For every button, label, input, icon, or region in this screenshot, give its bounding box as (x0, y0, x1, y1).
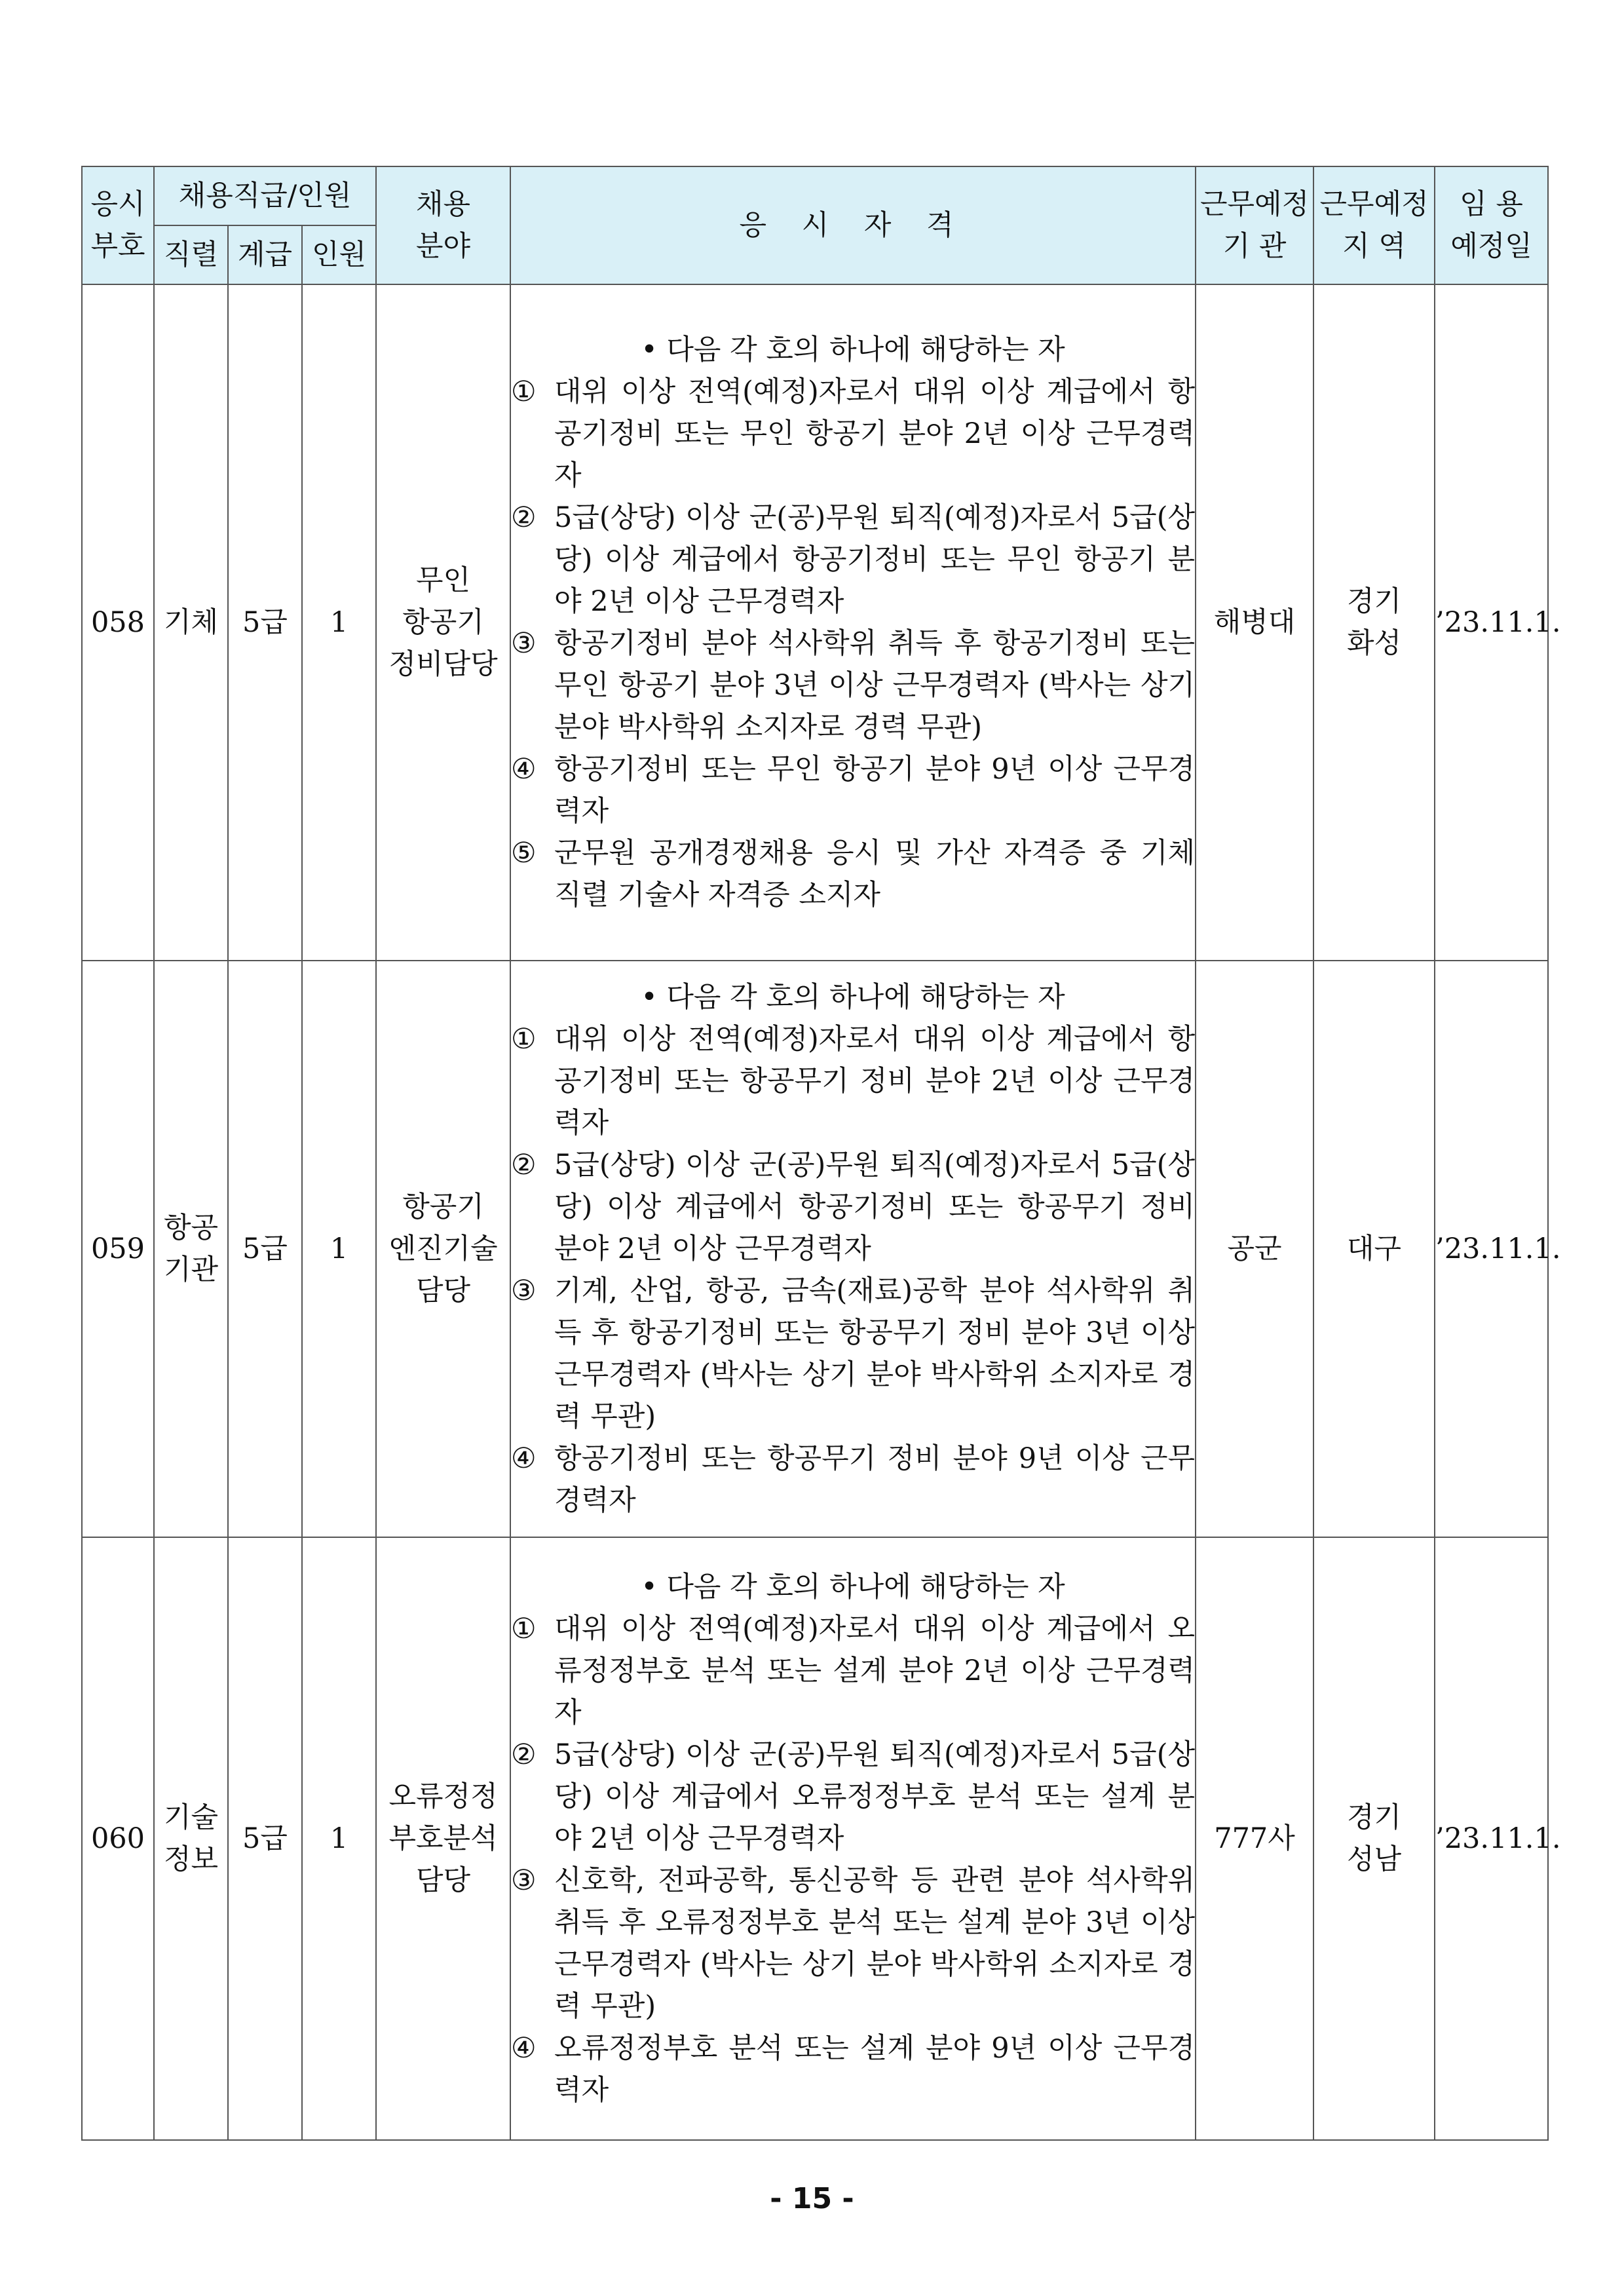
header-grade: 계급 (228, 225, 302, 284)
row-agency: 공군 (1196, 961, 1313, 1537)
item-number: ③ (511, 1864, 537, 1897)
item-number: ④ (511, 1442, 537, 1475)
qualification-item (511, 1270, 1195, 1438)
row-grade: 5급 (228, 284, 302, 961)
row-count: 1 (302, 284, 376, 961)
item-text: 항공기정비 또는 무인 항공기 분야 9년 이상 근무경력자 (554, 753, 1196, 828)
header-date: 임 용 예정일 (1435, 166, 1548, 284)
qualification-intro: • 다음 각 호의 하나에 해당하는 자 (641, 981, 1065, 1014)
row-field: 무인 항공기 정비담당 (376, 284, 510, 961)
item-text: 5급(상당) 이상 군(공)무원 퇴직(예정)자로서 5급(상당) 이상 계급에서 오류정정부호 분석 또는 설계 분야 2년 이상 근무경력자 (554, 1738, 1196, 1855)
qualification-item (511, 371, 1195, 497)
item-number: ④ (511, 753, 537, 786)
table-body (82, 284, 1561, 2140)
table-row (82, 284, 1548, 961)
item-text: 5급(상당) 이상 군(공)무원 퇴직(예정)자로서 5급(상당) 이상 계급에서 항공기정비 또는 항공무기 정비 분야 2년 이상 근무경력자 (554, 1149, 1196, 1265)
row-qualification (510, 1537, 1196, 2140)
qualification-item (511, 1734, 1195, 1860)
item-number: ④ (511, 2032, 537, 2065)
item-text: 항공기정비 분야 석사학위 취득 후 항공기정비 또는 무인 항공기 분야 3년 이상 근무경력자 (박사는 상기 분야 박사학위 소지자로 경력 무관) (554, 627, 1196, 744)
qualification-item (511, 1608, 1195, 1734)
row-field: 항공기 엔진기술 담당 (376, 961, 510, 1537)
item-number: ② (511, 1738, 537, 1771)
item-number: ③ (511, 1274, 537, 1307)
row-no: 060 (82, 1537, 154, 2140)
recruitment-table (81, 166, 1561, 2141)
qualification-item (511, 1018, 1195, 1144)
row-no: 059 (82, 961, 154, 1537)
row-count: 1 (302, 961, 376, 1537)
row-series: 기술 정보 (154, 1537, 228, 2140)
item-number: ② (511, 501, 537, 534)
item-number: ① (511, 1023, 537, 1056)
row-grade: 5급 (228, 961, 302, 1537)
header-qualification: 응 시 자 격 (510, 166, 1196, 284)
table-row (82, 1537, 1548, 2140)
row-date: ’23.11.1. (1435, 1537, 1548, 2140)
qualification-item (511, 622, 1195, 748)
header-group: 채용직급/인원 (154, 166, 376, 225)
qualification-intro: • 다음 각 호의 하나에 해당하는 자 (641, 1571, 1065, 1603)
header-series: 직렬 (154, 225, 228, 284)
item-number: ① (511, 375, 537, 408)
item-text: 항공기정비 또는 항공무기 정비 분야 9년 이상 근무경력자 (554, 1442, 1196, 1517)
row-region: 경기 성남 (1313, 1537, 1435, 2140)
qualification-item (511, 832, 1195, 916)
item-number: ② (511, 1149, 537, 1181)
item-number: ⑤ (511, 837, 537, 870)
item-number: ① (511, 1613, 537, 1645)
item-text: 대위 이상 전역(예정)자로서 대위 이상 계급에서 항공기정비 또는 무인 항공기 분야 2년 이상 근무경력자 (554, 375, 1196, 492)
qualification-item (511, 1144, 1195, 1270)
header-agency: 근무예정 기 관 (1196, 166, 1313, 284)
item-text: 5급(상당) 이상 군(공)무원 퇴직(예정)자로서 5급(상당) 이상 계급에서 항공기정비 또는 무인 항공기 분야 2년 이상 근무경력자 (554, 501, 1196, 618)
row-region: 대구 (1313, 961, 1435, 1537)
row-agency: 777사 (1196, 1537, 1313, 2140)
qualification-item (511, 1438, 1195, 1521)
row-count: 1 (302, 1537, 376, 2140)
row-series: 항공 기관 (154, 961, 228, 1537)
row-no: 058 (82, 284, 154, 961)
header-no: 응시 부호 (82, 166, 154, 284)
item-text: 군무원 공개경쟁채용 응시 및 가산 자격증 중 기체 직렬 기술사 자격증 소지자 (554, 837, 1196, 911)
item-text: 신호학, 전파공학, 통신공학 등 관련 분야 석사학위 취득 후 오류정정부호 분석 또는 설계 분야 3년 이상 근무경력자 (박사는 상기 분야 박사학위 소지자로 경력 무관) (554, 1864, 1196, 2023)
table-header (82, 166, 1548, 284)
row-field: 오류정정 부호분석 담당 (376, 1537, 510, 2140)
row-series: 기체 (154, 284, 228, 961)
row-qualification (510, 961, 1196, 1537)
row-region: 경기 화성 (1313, 284, 1435, 961)
qualification-intro: • 다음 각 호의 하나에 해당하는 자 (641, 334, 1065, 366)
header-region: 근무예정 지 역 (1313, 166, 1435, 284)
row-agency: 해병대 (1196, 284, 1313, 961)
item-text: 기계, 산업, 항공, 금속(재료)공학 분야 석사학위 취득 후 항공기정비 또는 항공무기 정비 분야 3년 이상 근무경력자 (박사는 상기 분야 박사학위 소지자로 경력 무관) (554, 1274, 1196, 1433)
row-qualification (510, 284, 1196, 961)
qualification-item (511, 1860, 1195, 2027)
row-grade: 5급 (228, 1537, 302, 2140)
qualification-item (511, 2027, 1195, 2111)
qualification-item (511, 497, 1195, 622)
item-text: 대위 이상 전역(예정)자로서 대위 이상 계급에서 항공기정비 또는 항공무기 정비 분야 2년 이상 근무경력자 (554, 1023, 1196, 1139)
page-number: - 15 - (770, 2182, 854, 2215)
item-text: 대위 이상 전역(예정)자로서 대위 이상 계급에서 오류정정부호 분석 또는 설계 분야 2년 이상 근무경력자 (554, 1613, 1196, 1729)
item-text: 오류정정부호 분석 또는 설계 분야 9년 이상 근무경력자 (554, 2032, 1196, 2107)
header-field: 채용 분야 (376, 166, 510, 284)
table-row (82, 961, 1548, 1537)
row-date: ’23.11.1. (1435, 961, 1548, 1537)
row-date: ’23.11.1. (1435, 284, 1548, 961)
item-number: ③ (511, 627, 537, 660)
qualification-item (511, 748, 1195, 832)
header-count: 인원 (302, 225, 376, 284)
